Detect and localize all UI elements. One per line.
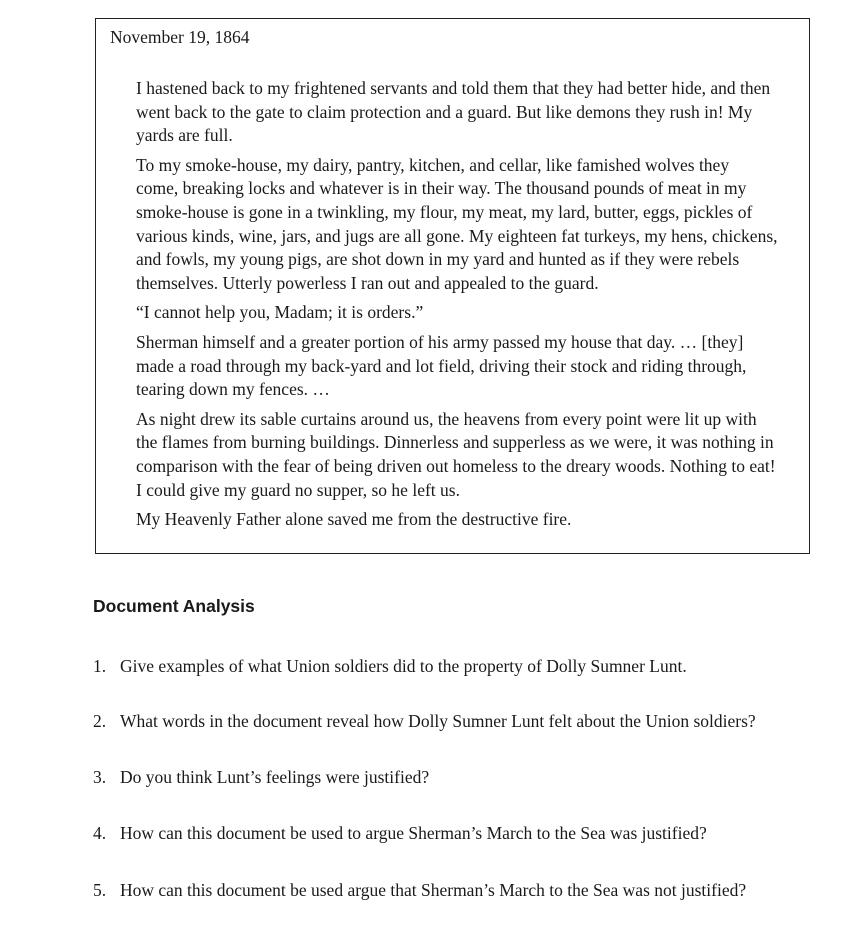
paragraph-line: To my smoke-house, my dairy, pantry, kitchen, and cellar, like famished wolves they — [136, 154, 730, 175]
paragraph-line: and fowls, my young pigs, are shot down in my yard and hunted as if they were rebels — [136, 249, 740, 270]
paragraph — [136, 77, 799, 148]
paragraph-line: various kinds, wine, jars, and jugs are all gone. My eighteen fat turkeys, my hens, chickens, — [136, 225, 778, 246]
paragraph — [136, 408, 799, 502]
question-number: 4. — [93, 823, 107, 843]
question-text: Give examples of what Union soldiers did to the property of Dolly Sumner Lunt. — [120, 656, 687, 676]
question-item — [93, 767, 429, 788]
paragraph-line: I hastened back to my frightened servants and told them that they had better hide, and then — [136, 78, 771, 98]
paragraph-line: tearing down my fences. … — [136, 379, 330, 400]
paragraph-line: made a road through my back-yard and lot field, driving their stock and riding through, — [136, 355, 747, 376]
paragraph — [136, 301, 799, 325]
question-text: What words in the document reveal how Dolly Sumner Lunt felt about the Union soldiers? — [120, 711, 756, 731]
paragraph-line: yards are full. — [136, 125, 233, 146]
paragraph-line: My Heavenly Father alone saved me from the destructive fire. — [136, 509, 572, 530]
question-text: Do you think Lunt’s feelings were justified? — [120, 767, 430, 787]
paragraph-line: comparison with the fear of being driven out homeless to the dreary woods. Nothing to eat! — [136, 455, 776, 476]
paragraph-line: went back to the gate to claim protection and a guard. But like demons they rush in! My — [136, 101, 753, 122]
paragraph-line: smoke-house is gone in a twinkling, my flour, my meat, my lard, butter, eggs, pickles of — [136, 201, 753, 222]
section-heading: Document Analysis — [93, 596, 255, 616]
paragraph-line: the flames from burning buildings. Dinnerless and supperless as we were, it was nothing in — [136, 432, 774, 453]
question-item — [93, 880, 746, 901]
document-date: November 19, 1864 — [110, 27, 250, 47]
question-number: 5. — [93, 880, 107, 900]
paragraph — [136, 508, 799, 532]
paragraph — [136, 331, 799, 402]
question-number: 2. — [93, 711, 107, 731]
question-item — [93, 711, 756, 732]
question-text: How can this document be used argue that Sherman’s March to the Sea was not justified? — [120, 880, 747, 900]
question-number: 3. — [93, 767, 107, 787]
document-body — [136, 77, 799, 538]
document-excerpt-box — [95, 18, 810, 554]
question-number: 1. — [93, 656, 107, 676]
paragraph-line: I could give my guard no supper, so he left us. — [136, 479, 460, 500]
paragraph-line: themselves. Utterly powerless I ran out and appealed to the guard. — [136, 272, 599, 293]
paragraph-line: Sherman himself and a greater portion of his army passed my house that day. … [they] — [136, 331, 744, 352]
paragraph — [136, 154, 799, 296]
question-text: How can this document be used to argue Sherman’s March to the Sea was justified? — [120, 823, 707, 843]
paragraph-line: “I cannot help you, Madam; it is orders.” — [136, 302, 424, 323]
paragraph-line: come, breaking locks and whatever is in their way. The thousand pounds of meat in my — [136, 178, 747, 199]
paragraph-line: As night drew its sable curtains around us, the heavens from every point were lit up with — [136, 408, 757, 429]
question-item — [93, 656, 687, 677]
question-item — [93, 823, 707, 844]
